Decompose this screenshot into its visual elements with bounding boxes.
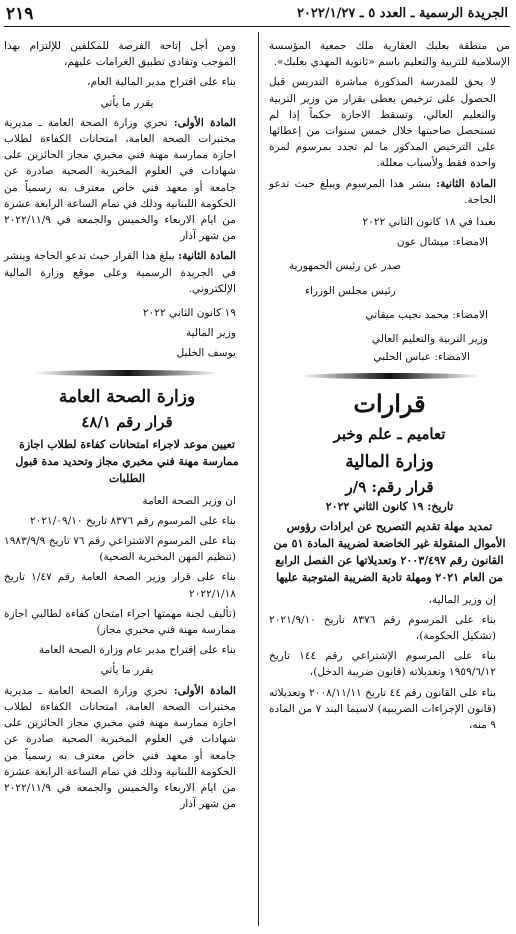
health-basis-3: بناء على قرار وزير الصحة العامة رقم ١/٤٧ تاريخ ٢٠٢٢/١/١٨ xyxy=(4,571,236,600)
column-divider xyxy=(258,32,259,926)
right-column xyxy=(269,38,510,737)
health-article-1 xyxy=(4,683,250,813)
decree-article-2 xyxy=(269,176,510,208)
page-header xyxy=(4,4,510,27)
finance-sig-title: وزير المالية xyxy=(185,327,236,340)
left-column xyxy=(4,38,250,816)
article-label: المادة الأولى: xyxy=(173,116,236,129)
article-label: المادة الثانية: xyxy=(436,177,497,190)
finance-intro: ومن أجل إتاحة الفرصة للمكلفين للإلتزام بهذا الموجب وتفادي تطبيق الغرامات عليهم، xyxy=(4,40,236,69)
signature-pm: الامضاء: محمد نجيب ميقاتي xyxy=(365,308,488,321)
finance-article-2 xyxy=(4,248,250,297)
finance-article-1 xyxy=(4,115,250,245)
signature-president: الامضاء: ميشال عون xyxy=(396,236,488,249)
pm-title: رئيس مجلس الوزراء xyxy=(305,284,396,297)
finance-sig-name: يوسف الخليل xyxy=(176,347,236,360)
issued-by: صدر عن رئيس الجمهورية xyxy=(289,260,402,273)
decision-subject: تمديد مهلة تقديم التصريح عن ايرادات رؤوس الأموال المنقولة غير الخاضعة لضريبة المادة ٥١ من القانون رقم ٢٠٠٣/٤٩٧ وتعديلاتها عن الفصل الرابع من العام ٢٠٢١ ومهلة تادية الضريبة المتوجبة عليها xyxy=(273,519,506,584)
article-text: تجري وزارة الصحة العامة ـ مديرية مختبرات الصحة العامة، امتحانات الكفاءة لطلاب اجازة ممارسة مهنة فني مخبري مجاز الحائزين على شهادات في العلوم المخبرية الصحية صادرة عن جامعة أو معهد فني خاص معترف به رسمياً من الحكومة اللبنانية وذلك في تمام الساعة الرابعة عشرة من ايام الاربعاء والخميس والجمعه في ٢٠٢٢/١١/٩ من شهر آذار xyxy=(4,684,236,811)
signature-minister: الامضاء: عباس الحلبي xyxy=(373,351,470,364)
health-basis-2: بناء على المرسوم الاشتراعي رقم ٧٦ تاريخ ١٩٨٣/٩/٩ (تنظيم المهن المخبرية الصحية) xyxy=(4,535,236,564)
basis-2: بناء على المرسوم الإشتراعي رقم ١٤٤ تاريخ ١٩٥٩/٦/١٢ وتعديلاته (قانون ضريبة الدخل)، xyxy=(269,650,496,679)
basis-1: بناء على المرسوم رقم ٨٣٧٦ تاريخ ٢٠٢١/٩/١٠ (تشكيل الحكومة)، xyxy=(269,613,496,643)
decision-number: قرار رقم: ٩/ر xyxy=(345,478,434,497)
article-label: المادة الأولى: xyxy=(173,684,236,697)
section-separator xyxy=(34,370,220,376)
section-separator xyxy=(299,373,480,379)
finance-decides: يقرر ما يأتي xyxy=(100,96,154,109)
section-subtitle: تعاميم ـ علم وخبر xyxy=(333,425,446,444)
health-basis-3b: (تأليف لجنة مهمتها اجراء امتحان كفاءة لطالبي اجازة ممارسة مهنة فني مخبري مجاز) xyxy=(4,607,236,637)
finance-date: ١٩ كانون الثاني ٢٠٢٢ xyxy=(142,307,236,320)
ministry-title: وزارة المالية xyxy=(345,452,434,473)
basis-3: بناء على القانون رقم ٤٤ تاريخ ٢٠٠٨/١١/١١ وتعديلاته (قانون الإجراءات الضريبية) لاسيما البند ٧ من المادة ٩ منه، xyxy=(269,686,497,732)
page-number: ٢١٩ xyxy=(6,4,34,24)
decree-date: بعبدا في ١٨ كانون الثاني ٢٠٢٢ xyxy=(362,216,496,229)
article-text: ينشر هذا المرسوم ويبلغ حيث تدعو الحاجة. xyxy=(269,177,496,206)
decision-date: تاريخ: ١٩ كانون الثاني ٢٠٢٢ xyxy=(325,500,454,514)
finance-proposal: بناء على اقتراح مدير المالية العام، xyxy=(87,76,236,89)
decree-intro: من منطقة بعلبك العقارية ملك جمعية المؤسسة الإسلامية للتربية والتعليم باسم «ثانوية المهدي بعلبك». xyxy=(269,40,510,69)
minister-title: وزير التربية والتعليم العالي xyxy=(371,333,488,346)
health-minister-intro: ان وزير الصحة العامة xyxy=(142,494,236,507)
article-label: المادة الثانية: xyxy=(178,250,237,263)
health-basis-4: بناء على إقتراح مدير عام وزارة الصحة العامة xyxy=(38,644,236,657)
article-text: يبلغ هذا القرار حيث تدعو الحاجة وينشر في الجريدة الرسمية وعلى موقع وزارة المالية الإلكتروني. xyxy=(4,250,236,295)
health-decision-number: قرار رقم ٤٨/١ xyxy=(81,412,173,431)
gazette-title: الجريدة الرسمية ـ العدد ٥ ـ ٢٠٢٢/١/٢٧ xyxy=(296,6,508,21)
section-title: قرارات xyxy=(353,389,426,419)
health-decision-subject: تعيين موعد لاجراء امتحانات كفاءة لطلاب اجازة ممارسة مهنة فني مخبري مجاز وتحديد مدة قبول الطلبات xyxy=(15,437,239,485)
health-basis-1: بناء على المرسوم رقم ٨٣٧٦ تاريخ ٢٠٢١/٠٩/١٠ xyxy=(29,514,236,527)
health-decides: يقرر ما يأتي xyxy=(100,664,154,677)
health-ministry-title: وزارة الصحة العامة xyxy=(58,386,196,407)
decree-article-1: لا يحق للمدرسة المذكورة مباشرة التدريس قبل الحصول على ترخيص يعطى بقرار من وزير التربية والتعليم العالي، وتسقط الاجازة حكماً إذا لم تستحصل صاحبتها خلال خمس سنوات من إعطائها على الترخيص المذكور ما لم تجدد بمرسوم لمرة واحدة فقط ولأسباب معللة. xyxy=(269,76,496,170)
minister-intro: إن وزير المالية، xyxy=(428,593,496,606)
article-text: تجري وزارة الصحة العامة ـ مديرية مختبرات الصحة العامة، امتحانات الكفاءة لطلاب اجازة ممارسة مهنة فني مخبري مجاز الحائزين على شهادات في العلوم المخبرية الصحية صادرة عن جامعة أو معهد فني خاص معترف به رسمياً من الحكومة اللبنانية وذلك في تمام الساعة الرابعة عشرة من ايام الاربعاء والخميس والجمعه في ٢٠٢٢/١١/٩ من شهر آذار xyxy=(4,116,236,243)
